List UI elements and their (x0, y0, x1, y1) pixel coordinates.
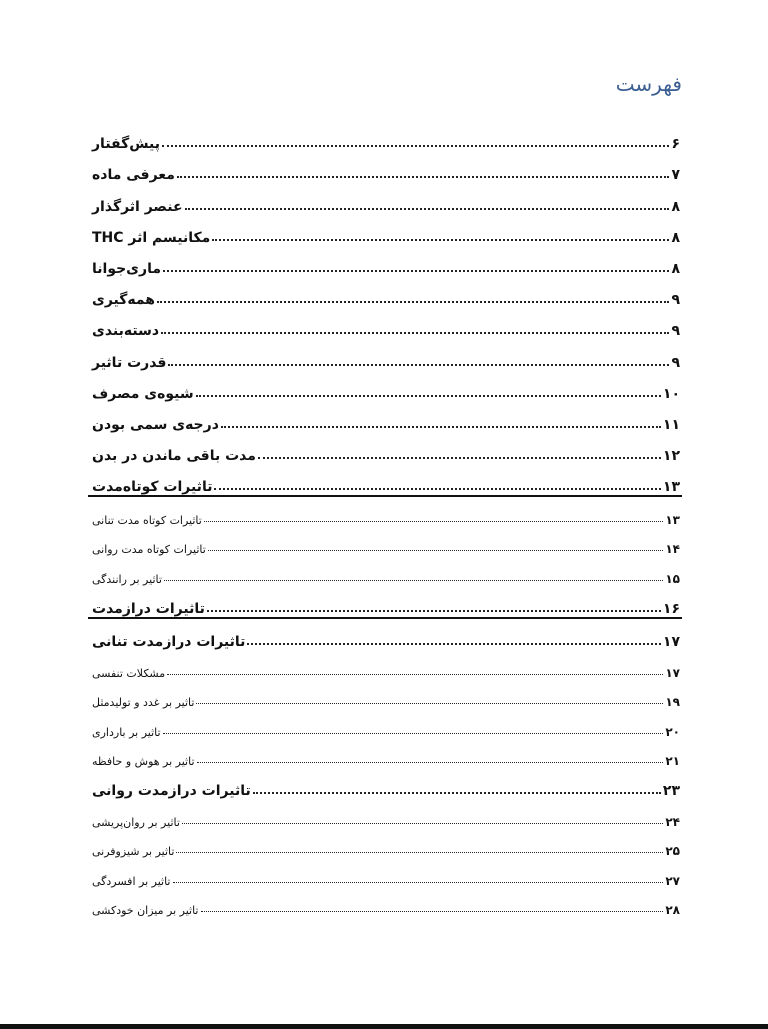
toc-entry-page-number: ۱۱ (662, 416, 680, 433)
toc-title: فهرست (615, 72, 682, 96)
toc-entry[interactable] (88, 308, 682, 339)
toc-dot-leader (207, 610, 661, 612)
toc-entry[interactable] (88, 556, 682, 586)
toc-dot-leader (176, 852, 663, 853)
toc-dot-leader (212, 239, 669, 241)
toc-entry-page-number: ۱۶ (662, 600, 680, 617)
toc-entry[interactable] (88, 183, 682, 214)
toc-entry-title: تاثیرات درازمدت (92, 600, 205, 617)
toc-entry-page-number: ۲۳ (662, 783, 680, 800)
toc-entry-page-number: ۹ (671, 323, 680, 340)
toc-entry-page-number: ۸ (671, 198, 680, 215)
toc-entry-title: تاثیر بر بارداری (92, 725, 161, 739)
toc-dot-leader (196, 395, 661, 397)
toc-entry[interactable] (88, 402, 682, 433)
toc-dot-leader (164, 580, 663, 581)
toc-dot-leader (157, 301, 669, 303)
toc-dot-leader (185, 208, 670, 210)
toc-dot-leader (163, 733, 664, 734)
toc-entry-page-number: ۲۴ (665, 814, 680, 829)
toc-entry-title: تاثیرات کوتاه مدت تنانی (92, 513, 202, 527)
toc-entry-title: تاثیر بر افسردگی (92, 874, 171, 888)
toc-entry-page-number: ۹ (671, 354, 680, 371)
toc-dot-leader (204, 521, 663, 522)
toc-entry[interactable] (88, 680, 682, 710)
toc-dot-leader (167, 674, 663, 675)
toc-entry[interactable] (88, 371, 682, 402)
toc-entry-title: تاثیرات کوتاه‌مدت (92, 479, 213, 496)
toc-dot-leader (208, 550, 664, 551)
toc-entry[interactable] (88, 339, 682, 370)
toc-entry[interactable] (88, 121, 682, 152)
toc-entry[interactable] (88, 829, 682, 859)
toc-entry-title: تاثیرات درازمدت تنانی (92, 634, 246, 651)
toc-dot-leader (196, 703, 663, 704)
toc-dot-leader (221, 426, 661, 428)
toc-dot-leader (182, 823, 663, 824)
toc-entry-page-number: ۲۷ (665, 873, 680, 888)
toc-entry-title: عنصر اثرگذار (92, 198, 183, 215)
table-of-contents (88, 121, 682, 917)
toc-dot-leader (201, 911, 664, 912)
toc-entry[interactable] (88, 888, 682, 918)
toc-dot-leader (197, 762, 664, 763)
toc-entry-page-number: ۱۳ (662, 479, 680, 496)
toc-entry-title: مشکلات تنفسی (92, 666, 166, 680)
toc-dot-leader (177, 176, 670, 178)
toc-dot-leader (168, 364, 669, 366)
toc-entry-title: همه‌گیری (92, 292, 155, 309)
toc-entry[interactable] (88, 858, 682, 888)
toc-entry-page-number: ۱۹ (665, 695, 680, 710)
toc-entry-page-number: ۱۴ (665, 542, 680, 557)
toc-entry-page-number: ۸ (671, 229, 680, 246)
toc-entry-title: تاثیرات درازمدت روانی (92, 783, 251, 800)
toc-entry[interactable] (88, 768, 682, 799)
toc-entry-title: تاثیر بر شیزوفرنی (92, 845, 175, 859)
toc-entry-title: تاثیر بر روان‌پریشی (92, 815, 180, 829)
toc-entry-title: قدرت تاثیر (92, 354, 167, 371)
toc-entry-page-number: ۲۸ (665, 903, 680, 918)
toc-entry-page-number: ۹ (671, 292, 680, 309)
toc-entry[interactable] (88, 277, 682, 308)
page-bottom-rule (0, 1024, 768, 1029)
toc-entry-title: درجه‌ی سمی بودن (92, 416, 219, 433)
toc-entry[interactable] (88, 497, 682, 527)
toc-entry-title: مدت باقی ماندن در بدن (92, 448, 256, 465)
toc-entry[interactable] (88, 619, 682, 650)
toc-entry[interactable] (88, 152, 682, 183)
toc-dot-leader (163, 270, 669, 272)
toc-entry-page-number: ۶ (671, 136, 680, 153)
toc-entry-title: مکانیسم اثر THC (92, 229, 211, 246)
toc-dot-leader (162, 145, 669, 147)
toc-entry[interactable] (88, 433, 682, 464)
toc-entry[interactable] (88, 650, 682, 680)
toc-entry[interactable] (88, 527, 682, 557)
toc-entry-title: تاثیر بر میزان خودکشی (92, 904, 199, 918)
toc-entry-page-number: ۱۳ (665, 512, 680, 527)
toc-entry-page-number: ۱۵ (665, 571, 680, 586)
toc-entry-title: معرفی ماده (92, 167, 175, 184)
toc-entry[interactable] (88, 739, 682, 769)
toc-dot-leader (258, 457, 661, 459)
toc-entry-page-number: ۸ (671, 260, 680, 277)
toc-entry-title: تاثیرات کوتاه مدت روانی (92, 543, 206, 557)
toc-dot-leader (161, 332, 669, 334)
toc-entry[interactable] (88, 799, 682, 829)
toc-entry[interactable] (88, 246, 682, 277)
toc-dot-leader (173, 882, 664, 883)
toc-entry-title: دسته‌بندی (92, 323, 160, 340)
toc-entry-page-number: ۱۲ (662, 448, 680, 465)
toc-entry-page-number: ۱۷ (665, 665, 680, 680)
toc-entry[interactable] (88, 586, 682, 619)
toc-entry-page-number: ۲۰ (665, 724, 680, 739)
toc-entry-title: شیوه‌ی مصرف (92, 385, 194, 402)
toc-entry-page-number: ۱۰ (662, 385, 680, 402)
toc-entry-title: پیش‌گفتار (92, 136, 161, 153)
toc-entry[interactable] (88, 709, 682, 739)
toc-entry-page-number: ۷ (671, 167, 680, 184)
toc-entry-title: ماری‌جوانا (92, 260, 161, 277)
toc-entry-page-number: ۱۷ (662, 634, 680, 651)
toc-entry[interactable] (88, 215, 682, 246)
toc-entry[interactable] (88, 464, 682, 497)
toc-entry-page-number: ۲۵ (665, 844, 680, 859)
toc-entry-title: تاثیر بر غدد و تولیدمثل (92, 696, 195, 710)
toc-entry-page-number: ۲۱ (665, 754, 680, 769)
toc-dot-leader (214, 488, 660, 490)
toc-entry-title: تاثیر بر رانندگی (92, 572, 162, 586)
toc-entry-title: تاثیر بر هوش و حافظه (92, 755, 195, 769)
toc-dot-leader (247, 643, 661, 645)
toc-dot-leader (253, 792, 661, 794)
